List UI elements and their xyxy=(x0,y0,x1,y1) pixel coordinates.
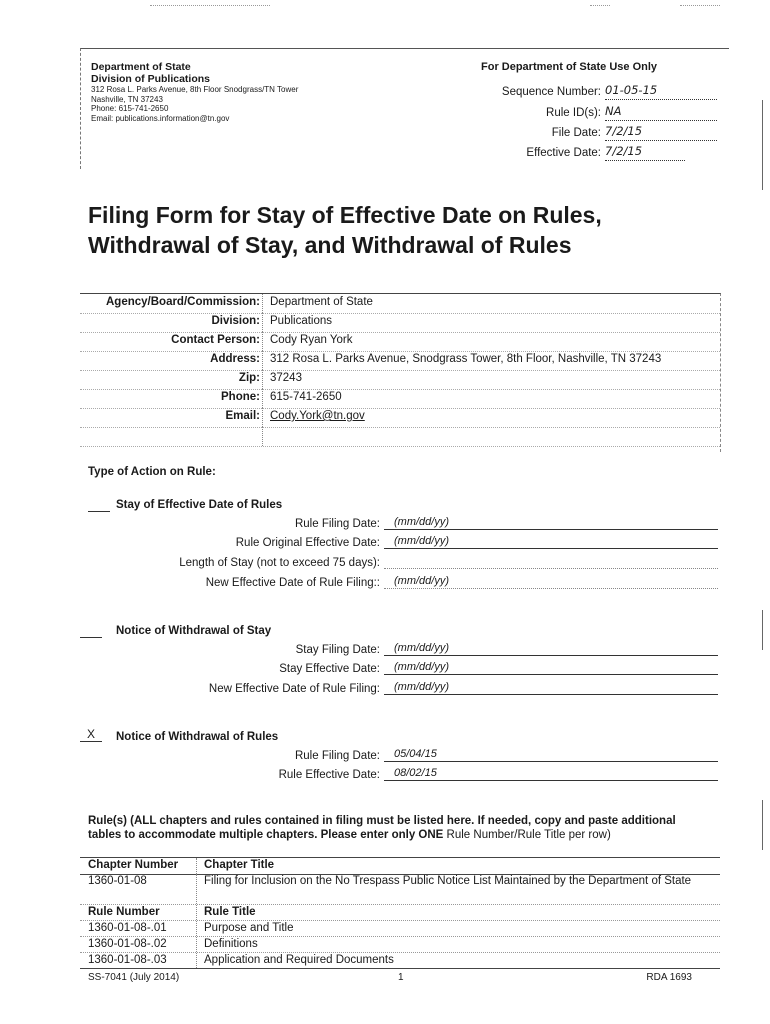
agency-info-table xyxy=(80,293,721,452)
address-row xyxy=(80,351,720,371)
scan-edge-mark xyxy=(762,800,763,850)
rule-title-cell[interactable]: Definitions xyxy=(204,938,258,950)
scan-edge-mark xyxy=(762,100,763,190)
page-number: 1 xyxy=(398,972,404,983)
stay-heading: Stay of Effective Date of Rules xyxy=(116,499,283,511)
contact-person-value[interactable]: Cody Ryan York xyxy=(270,334,353,346)
header-box xyxy=(80,48,729,169)
rule-number-cell[interactable]: 1360-01-08-.01 xyxy=(88,922,167,934)
rule-number-header: Rule Number xyxy=(88,906,160,918)
phone-row xyxy=(80,389,720,409)
chapter-header-row xyxy=(80,857,720,875)
division-label: Division: xyxy=(211,315,260,327)
rules-note-tail: Rule Number/Rule Title per row) xyxy=(443,829,611,841)
division-value[interactable]: Publications xyxy=(270,315,333,327)
agency-value[interactable]: Department of State xyxy=(270,296,373,308)
table-row xyxy=(80,921,720,937)
length-of-stay-field[interactable] xyxy=(384,555,718,569)
rule-number-cell[interactable]: 1360-01-08-.02 xyxy=(88,938,167,950)
title-line-2: Withdrawal of Stay, and Withdrawal of Rules xyxy=(88,232,572,258)
address-value[interactable]: 312 Rosa L. Parks Avenue, Snodgrass Tower, 8th Floor, Nashville, TN 37243 xyxy=(270,353,662,365)
withdrawal-rules-heading: Notice of Withdrawal of Rules xyxy=(116,731,279,743)
rule-title-cell[interactable]: Application and Required Documents xyxy=(204,954,394,966)
zip-value[interactable]: 37243 xyxy=(270,372,302,384)
zip-label: Zip: xyxy=(238,372,260,384)
state-use-only-heading: For Department of State Use Only xyxy=(481,61,658,73)
sequence-number-label: Sequence Number: xyxy=(501,86,601,98)
withdrawal-new-effective-date-label: New Effective Date of Rule Filing: xyxy=(208,683,380,695)
phone-value[interactable]: 615-741-2650 xyxy=(270,391,342,403)
phone-label: Phone: xyxy=(221,391,260,403)
withdrawal-new-effective-date-field[interactable]: (mm/dd/yy) xyxy=(384,681,718,695)
scan-speck xyxy=(150,5,270,6)
email-value[interactable]: Cody.York@tn.gov xyxy=(270,410,365,422)
title-line-1: Filing Form for Stay of Effective Date on Rules, xyxy=(88,202,602,228)
blank-row xyxy=(80,427,720,447)
chapter-row xyxy=(80,874,720,905)
email-row xyxy=(80,408,720,428)
stay-original-effective-date-field[interactable]: (mm/dd/yy) xyxy=(384,535,718,549)
rule-id-field[interactable]: NA xyxy=(605,104,717,121)
withdrawal-rule-effective-date-label: Rule Effective Date: xyxy=(278,769,380,781)
file-date-field[interactable]: 7/2/15 xyxy=(605,124,717,141)
rules-note-emphasis: ONE xyxy=(418,829,444,841)
effective-date-field[interactable]: 7/2/15 xyxy=(605,144,685,161)
chapter-number-header: Chapter Number xyxy=(88,859,179,871)
rules-instructions xyxy=(88,814,708,842)
length-of-stay-label: Length of Stay (not to exceed 75 days): xyxy=(179,557,380,569)
rda-number: RDA 1693 xyxy=(646,972,692,983)
scan-speck xyxy=(680,5,720,6)
stay-filing-date-label: Stay Filing Date: xyxy=(295,644,380,656)
sequence-number-field[interactable]: 01-05-15 xyxy=(605,83,717,100)
rule-header-row xyxy=(80,905,720,921)
page-title xyxy=(88,200,602,260)
rule-title-cell[interactable]: Purpose and Title xyxy=(204,922,294,934)
rules-note-lead: Rule(s) (ALL chapters and rules contained in filing must be listed here. If needed, copy and paste additional tables to accommodate multiple chapters. Please enter only xyxy=(88,815,676,841)
withdrawal-rule-filing-date-field[interactable]: 05/04/15 xyxy=(384,748,718,762)
agency-label: Agency/Board/Commission: xyxy=(106,296,260,308)
chapter-title-cell[interactable]: Filing for Inclusion on the No Trespass Public Notice List Maintained by the Department of State xyxy=(204,875,692,887)
table-row xyxy=(80,937,720,953)
stay-effective-date-label: Stay Effective Date: xyxy=(279,663,380,675)
stay-original-effective-date-label: Rule Original Effective Date: xyxy=(235,537,380,549)
stay-filing-date-field[interactable]: (mm/dd/yy) xyxy=(384,642,718,656)
chapter-number-cell[interactable]: 1360-01-08 xyxy=(88,875,147,887)
scan-speck xyxy=(590,5,610,6)
effective-date-label: Effective Date: xyxy=(526,147,601,159)
address-line-1: 312 Rosa L. Parks Avenue, 8th Floor Snodgrass/TN Tower xyxy=(91,85,299,94)
email-line: Email: publications.information@tn.gov xyxy=(91,113,230,123)
agency-address-block xyxy=(91,61,421,123)
stay-rule-filing-date-field[interactable]: (mm/dd/yy) xyxy=(384,516,718,530)
withdrawal-rules-checkmark-field[interactable]: X xyxy=(80,727,102,742)
rule-id-label: Rule ID(s): xyxy=(546,107,601,119)
agency-row xyxy=(80,294,720,314)
address-label: Address: xyxy=(210,353,260,365)
form-id: SS-7041 (July 2014) xyxy=(88,972,180,983)
zip-row xyxy=(80,370,720,390)
stay-new-effective-date-label: New Effective Date of Rule Filing:: xyxy=(205,577,380,589)
type-of-action-heading: Type of Action on Rule: xyxy=(88,466,216,478)
division-name: Division of Publications xyxy=(91,73,211,85)
contact-person-row xyxy=(80,332,720,352)
stay-new-effective-date-field[interactable]: (mm/dd/yy) xyxy=(384,575,718,589)
file-date-label: File Date: xyxy=(551,127,601,139)
email-label: Email: xyxy=(225,410,260,422)
stay-checkmark-field[interactable] xyxy=(88,497,110,512)
address-line-2: Nashville, TN 37243 xyxy=(91,94,163,104)
scan-edge-mark xyxy=(762,610,763,650)
rule-number-cell[interactable]: 1360-01-08-.03 xyxy=(88,954,167,966)
division-row xyxy=(80,313,720,333)
chapter-title-header: Chapter Title xyxy=(204,859,275,871)
withdrawal-stay-checkmark-field[interactable] xyxy=(80,623,102,638)
withdrawal-stay-heading: Notice of Withdrawal of Stay xyxy=(116,625,272,637)
table-row xyxy=(80,953,720,969)
withdrawal-rule-effective-date-field[interactable]: 08/02/15 xyxy=(384,767,718,781)
withdrawal-rule-filing-date-label: Rule Filing Date: xyxy=(294,750,380,762)
dept-name: Department of State xyxy=(91,61,191,73)
contact-person-label: Contact Person: xyxy=(171,334,260,346)
rule-title-header: Rule Title xyxy=(204,906,256,918)
stay-effective-date-field[interactable]: (mm/dd/yy) xyxy=(384,661,718,675)
stay-rule-filing-date-label: Rule Filing Date: xyxy=(294,518,380,530)
phone-line: Phone: 615-741-2650 xyxy=(91,104,169,113)
